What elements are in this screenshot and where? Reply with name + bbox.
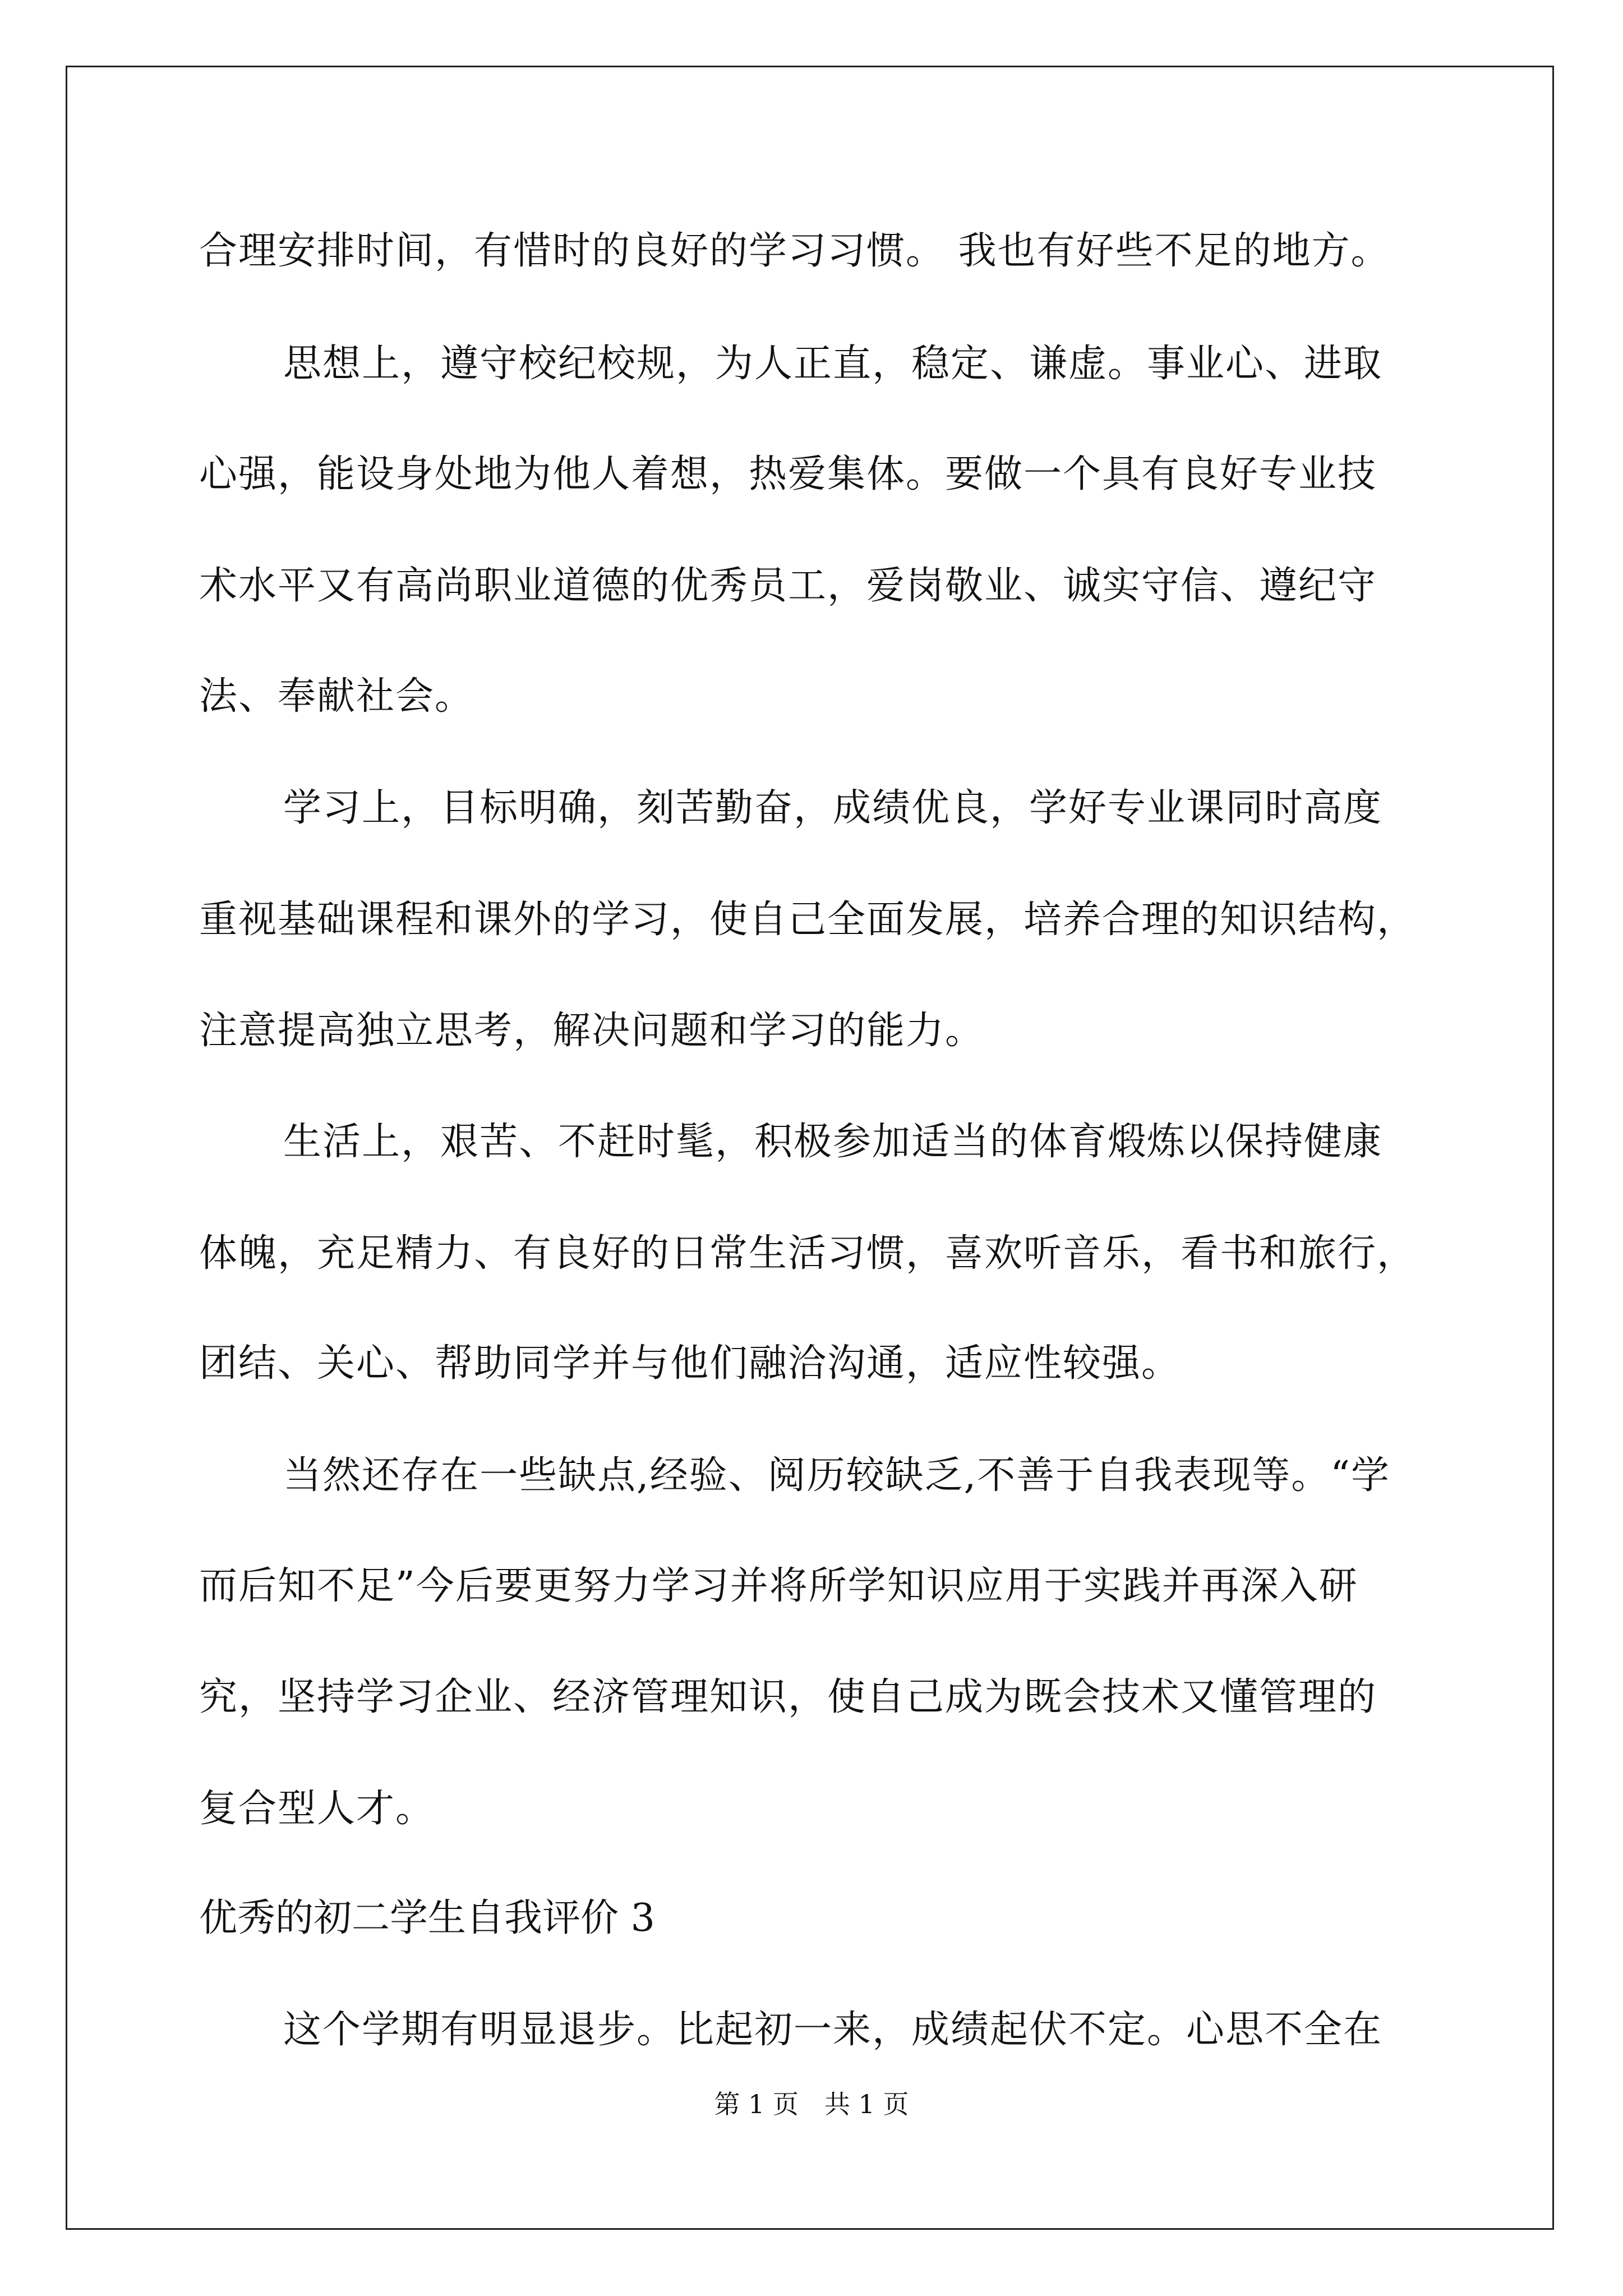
text-line: 重视基础课程和课外的学习，使自己全面发展，培养合理的知识结构， [199, 898, 1417, 942]
text-line: 究，坚持学习企业、经济管理知识，使自己成为既会技术又懂管理的 [199, 1675, 1377, 1719]
text-line: 这个学期有明显退步。比起初一来，成绩起伏不定。心思不全在 [283, 2008, 1383, 2052]
text-line: 团结、关心、帮助同学并与他们融洽沟通，适应性较强。 [199, 1341, 1181, 1386]
text-line: 复合型人才。 [199, 1787, 435, 1831]
text-line: 术水平又有高尚职业道德的优秀员工，爱岗敬业、诚实守信、遵纪守 [199, 564, 1377, 608]
text-line: 注意提高独立思考，解决问题和学习的能力。 [199, 1009, 985, 1053]
section-heading: 优秀的初二学生自我评价 3 [199, 1896, 655, 1940]
text-line: 合理安排时间，有惜时的良好的学习习惯。 我也有好些不足的地方。 [199, 229, 1390, 273]
text-line: 思想上，遵守校纪校规，为人正直，稳定、谦虚。事业心、进取 [283, 342, 1383, 386]
text-line: 学习上，目标明确，刻苦勤奋，成绩优良，学好专业课同时高度 [283, 786, 1383, 830]
page-footer: 第 1 页 共 1 页 [714, 2089, 909, 2119]
text-line: 法、奉献社会。 [199, 674, 474, 719]
text-line: 生活上，艰苦、不赶时髦，积极参加适当的体育煅炼以保持健康 [283, 1120, 1383, 1164]
text-line: 心强，能设身处地为他人着想，热爱集体。要做一个具有良好专业技 [199, 452, 1377, 496]
text-line: 体魄，充足精力、有良好的日常生活习惯，喜欢听音乐，看书和旅行， [199, 1231, 1417, 1276]
text-line: 而后知不足”今后要更努力学习并将所学知识应用于实践并再深入研 [199, 1564, 1358, 1608]
text-line: 当然还存在一些缺点,经验、阅历较缺乏,不善于自我表现等。“学 [283, 1453, 1390, 1498]
